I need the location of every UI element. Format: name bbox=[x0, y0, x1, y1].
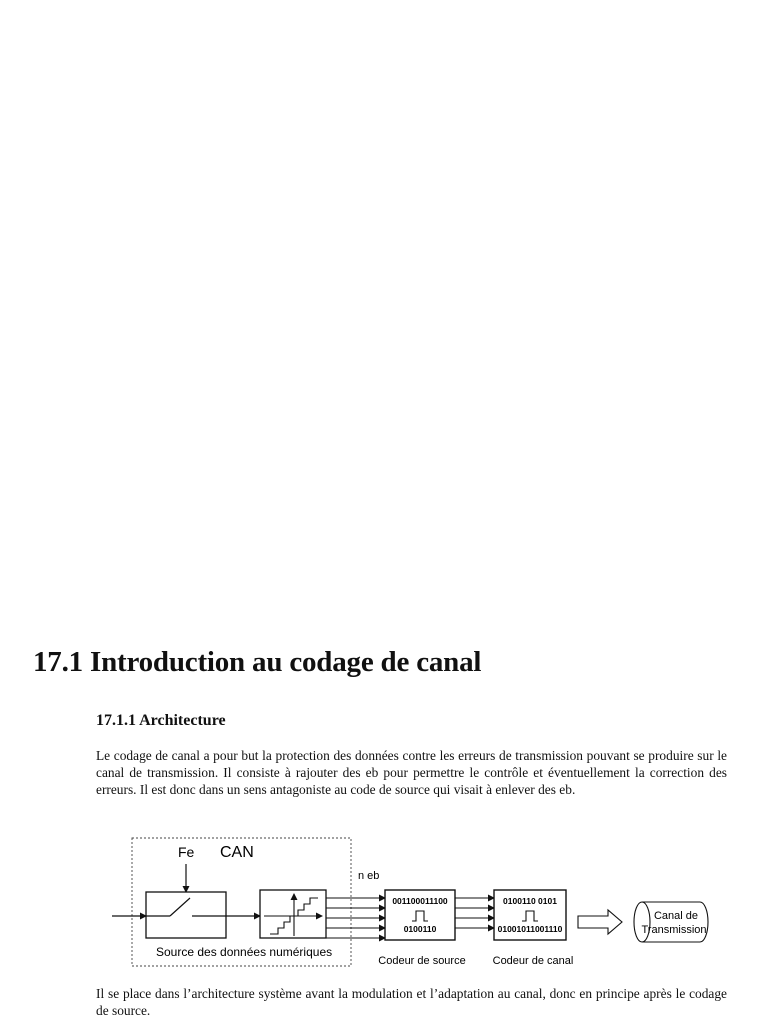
channel-label-line2: Transmission bbox=[641, 924, 707, 936]
quantizer-block bbox=[260, 890, 326, 938]
coder-link-arrows bbox=[455, 898, 494, 928]
channel-cylinder bbox=[634, 902, 708, 942]
channel-coder-output-bits: 01001011001110 bbox=[497, 924, 563, 934]
placement-paragraph: Il se place dans l’architecture système avant la modulation et l’adaptation au canal, donc en principe après le codage de source. bbox=[96, 986, 727, 1018]
channel-coding-architecture-diagram bbox=[108, 834, 712, 974]
source-coder-output-bits: 0100110 bbox=[403, 924, 437, 934]
channel-coder-caption: Codeur de canal bbox=[492, 955, 574, 967]
channel-coder-input-bits: 0100110 0101 bbox=[503, 896, 557, 906]
neb-label: n eb bbox=[358, 870, 380, 882]
source-group-label: Source des données numériques bbox=[156, 945, 333, 959]
parallel-bit-arrows bbox=[326, 898, 385, 938]
sampler-block bbox=[146, 892, 226, 938]
channel-label-line1: Canal de bbox=[653, 910, 699, 922]
source-coder-input-bits: 001100011100 bbox=[392, 896, 448, 906]
to-channel-arrow bbox=[578, 910, 622, 934]
fe-label: Fe bbox=[178, 844, 195, 860]
subsection-title: 17.1.1 Architecture bbox=[96, 712, 226, 729]
source-coder-caption: Codeur de source bbox=[378, 955, 466, 967]
intro-paragraph: Le codage de canal a pour but la protection des données contre les erreurs de transmission pouvant se produire sur le canal de transmission. Il consiste à rajouter des eb pour permettre le contrôle et éventuellement la correction des erreurs. Il est donc dans un sens antagoniste au code de source qui visait à enlever des eb. bbox=[96, 748, 727, 797]
can-label: CAN bbox=[220, 844, 254, 861]
section-title: 17.1 Introduction au codage de canal bbox=[33, 646, 482, 678]
